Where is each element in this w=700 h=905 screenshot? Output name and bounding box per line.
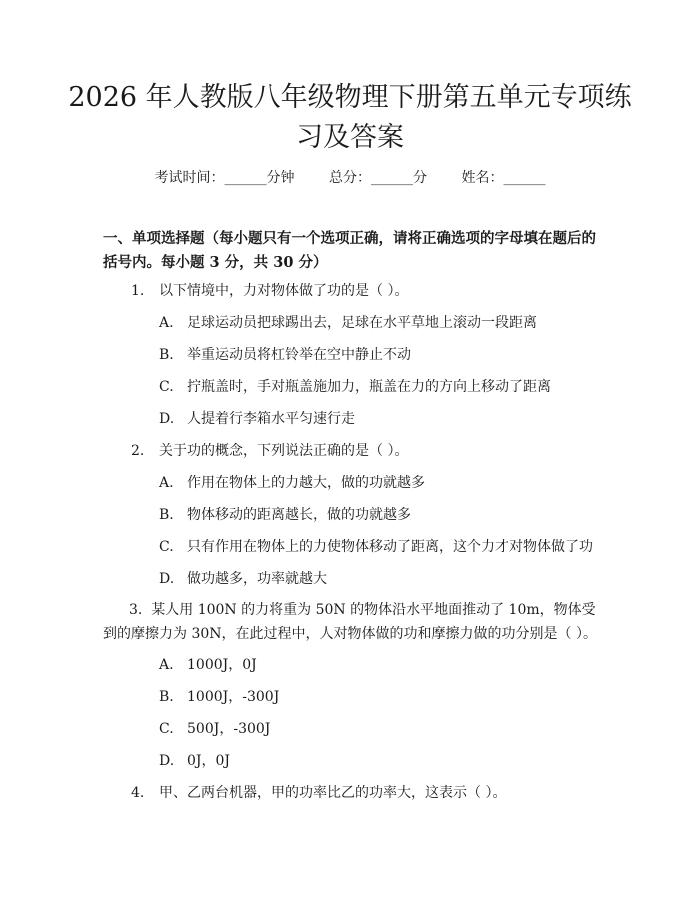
option-3b <box>159 687 279 707</box>
option-2d <box>159 569 327 589</box>
question-1 <box>131 281 408 301</box>
option-2c <box>159 537 593 557</box>
question-number: 3. <box>129 602 143 618</box>
option-text: 举重运动员将杠铃举在空中静止不动 <box>187 347 411 363</box>
document-title: 2026 年人教版八年级物理下册第五单元专项练习及答案 <box>68 82 632 153</box>
option-letter: C. <box>159 721 174 737</box>
option-letter: D. <box>159 411 175 427</box>
option-text: 1000J，-300J <box>187 689 280 705</box>
question-text: 某人用 100N 的力将重为 50N 的物体沿水平地面推动了 10m，物体受到的摩擦力为 30N，在此过程中，人对物体做的功和摩擦力做的功分别是（ ）。 <box>103 602 597 642</box>
option-text: 0J，0J <box>187 753 231 769</box>
question-text: 关于功的概念，下列说法正确的是（ ）。 <box>159 443 409 459</box>
option-text: 只有作用在物体上的力使物体移动了距离，这个力才对物体做了功 <box>187 539 593 555</box>
section-title: 一、单项选择题（每小题只有一个选项正确，请将正确选项的字母填在题后的括号内。每小题 3 分，共 30 分） <box>103 230 596 271</box>
exam-time-label: 考试时间：______分钟 <box>154 170 295 186</box>
total-score-label: 总分：______分 <box>329 170 427 186</box>
option-1b <box>159 345 411 365</box>
question-4 <box>131 783 506 803</box>
option-letter: A. <box>159 475 174 491</box>
option-letter: A. <box>159 657 174 673</box>
question-text: 甲、乙两台机器，甲的功率比乙的功率大，这表示（ ）。 <box>159 785 507 801</box>
option-text: 足球运动员把球踢出去，足球在水平草地上滚动一段距离 <box>187 315 537 331</box>
option-letter: D. <box>159 753 175 769</box>
option-1d <box>159 409 355 429</box>
option-text: 做功越多，功率就越大 <box>187 571 327 587</box>
question-3 <box>103 598 603 646</box>
option-text: 人提着行李箱水平匀速行走 <box>187 411 355 427</box>
question-number: 2. <box>131 443 145 459</box>
option-text: 500J，-300J <box>187 721 271 737</box>
question-2 <box>131 441 408 461</box>
option-2a <box>159 473 425 493</box>
option-3c <box>159 719 270 739</box>
option-1a <box>159 313 537 333</box>
question-number: 1. <box>131 283 145 299</box>
option-letter: B. <box>159 347 174 363</box>
option-3a <box>159 655 257 675</box>
option-letter: B. <box>159 689 174 705</box>
option-letter: C. <box>159 379 174 395</box>
option-letter: B. <box>159 507 174 523</box>
question-number: 4. <box>131 785 145 801</box>
option-text: 1000J，0J <box>187 657 257 673</box>
option-letter: D. <box>159 571 175 587</box>
option-3d <box>159 751 230 771</box>
question-text: 以下情境中，力对物体做了功的是（ ）。 <box>159 283 409 299</box>
exam-meta <box>0 168 700 188</box>
option-1c <box>159 377 551 397</box>
option-letter: C. <box>159 539 174 555</box>
option-2b <box>159 505 411 525</box>
option-text: 拧瓶盖时，手对瓶盖施加力，瓶盖在力的方向上移动了距离 <box>187 379 551 395</box>
option-text: 物体移动的距离越长，做的功就越多 <box>187 507 411 523</box>
option-letter: A. <box>159 315 174 331</box>
option-text: 作用在物体上的力越大，做的功就越多 <box>187 475 425 491</box>
student-name-label: 姓名：______ <box>461 170 546 186</box>
